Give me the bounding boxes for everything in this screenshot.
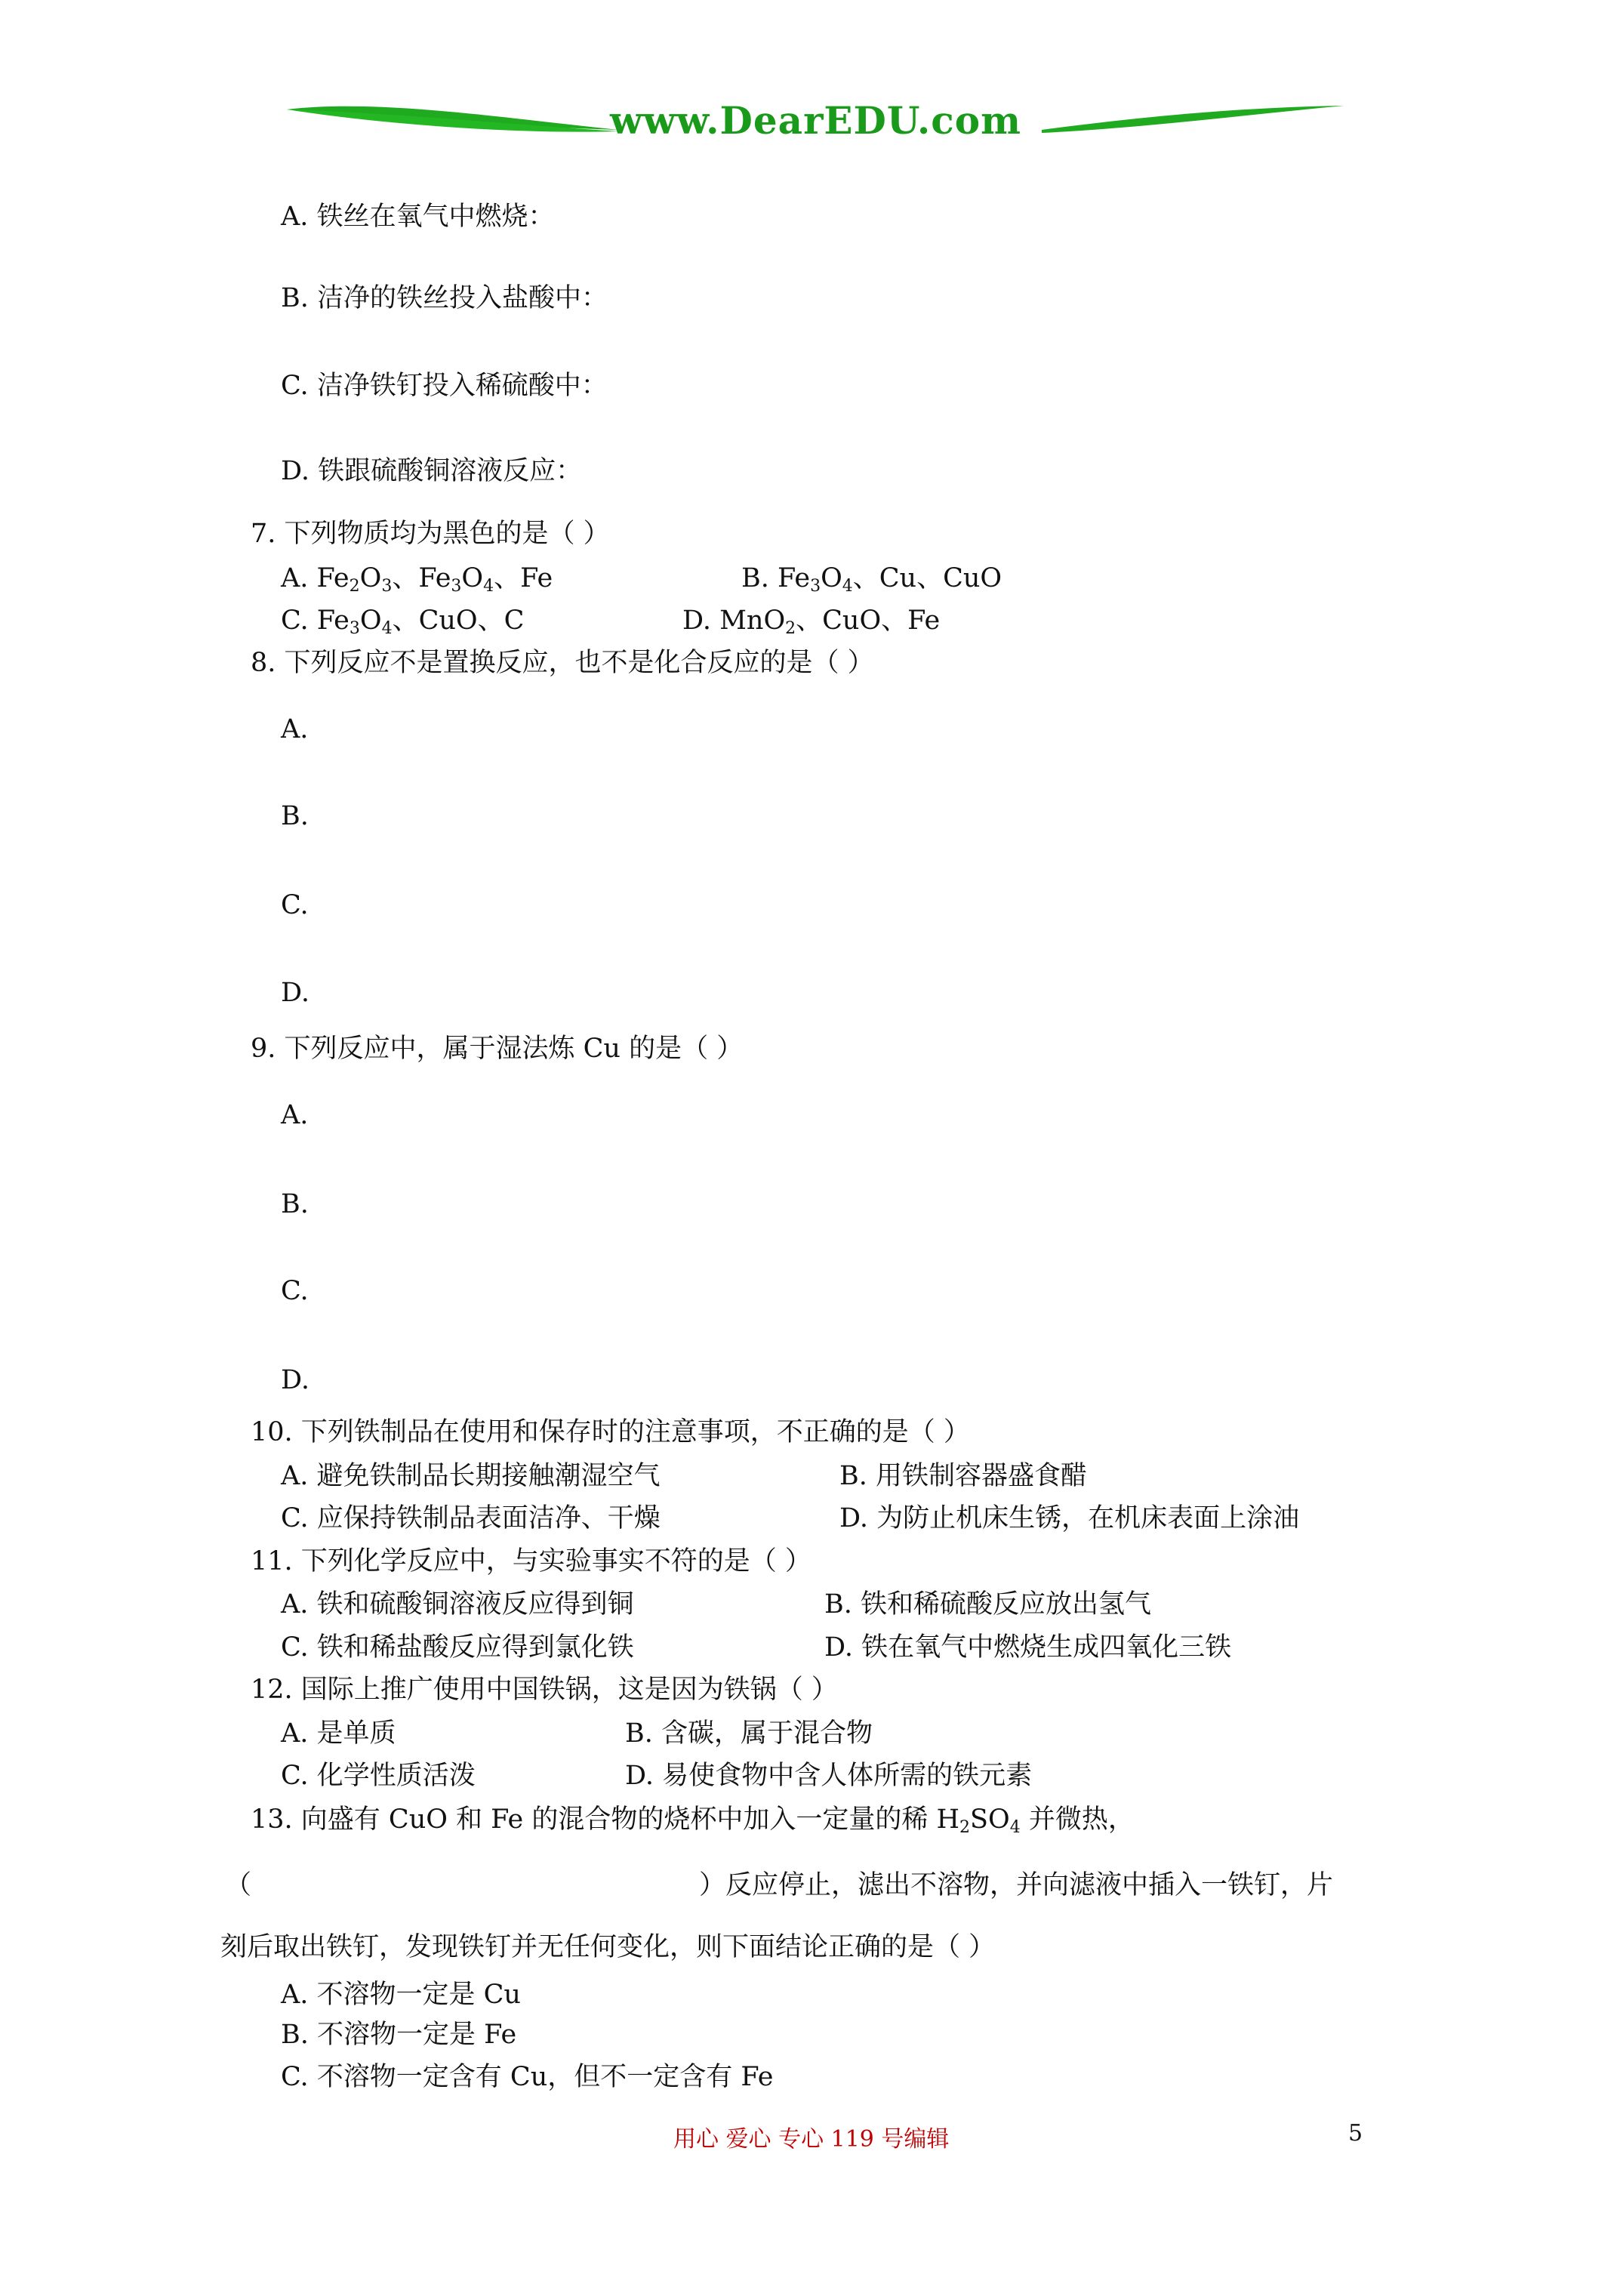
q6-option-b: B. 洁净的铁丝投入盐酸中： (281, 283, 608, 313)
q13-stem: 13. 向盛有 CuO 和 Fe 的混合物的烧杯中加入一定量的稀 $H_2SO_4$ 并微热， (251, 1804, 1135, 1837)
q12-option-a: A. 是单质 (281, 1718, 396, 1749)
q6-option-c: C. 洁净铁钉投入稀硫酸中： (281, 371, 608, 401)
site-logo-text: www.DearEDU.com (610, 98, 1022, 143)
q12-stem: 12. 国际上推广使用中国铁锅，这是因为铁锅（ ） (251, 1675, 838, 1705)
q12-option-c: C. 化学性质活泼 (281, 1761, 476, 1791)
q9-stem: 9. 下列反应中，属于湿法炼 Cu 的是（ ） (251, 1034, 744, 1064)
q11-option-a: A. 铁和硫酸铜溶液反应得到铜 (281, 1589, 634, 1620)
q6-option-a: A. 铁丝在氧气中燃烧： (281, 202, 555, 232)
q13-stem-line3: 刻后取出铁钉，发现铁钉并无任何变化，则下面结论正确的是（ ） (220, 1932, 996, 1962)
q11-stem: 11. 下列化学反应中，与实验事实不符的是（ ） (251, 1546, 812, 1576)
footer-text: 用心 爱心 专心 119 号编辑 (673, 2126, 950, 2153)
q7-option-c: C. $Fe_3O_4$、CuO、C (281, 606, 525, 638)
q13-stem-line2: ）反应停止，滤出不溶物，并向滤液中插入一铁钉，片 (699, 1870, 1334, 1900)
q8-option-d: D. (281, 978, 310, 1008)
q7-option-d: D. MnO$_2$、CuO、Fe (682, 606, 941, 638)
q8-stem: 8. 下列反应不是置换反应，也不是化合反应的是（ ） (251, 648, 874, 678)
q12-option-b: B. 含碳，属于混合物 (625, 1718, 873, 1749)
q13-blank-open: （ (225, 1870, 252, 1900)
q10-option-b: B. 用铁制容器盛食醋 (839, 1461, 1087, 1491)
q10-stem: 10. 下列铁制品在使用和保存时的注意事项，不正确的是（ ） (251, 1417, 970, 1447)
q8-option-b: B. (281, 801, 309, 831)
q13-option-c: C. 不溶物一定含有 Cu，但不一定含有 Fe (281, 2062, 774, 2092)
q11-option-d: D. 铁在氧气中燃烧生成四氧化三铁 (824, 1632, 1232, 1663)
q7-stem: 7. 下列物质均为黑色的是（ ） (251, 519, 610, 549)
q6-option-d: D. 铁跟硫酸铜溶液反应： (281, 456, 583, 486)
q13-option-b: B. 不溶物一定是 Fe (281, 2020, 517, 2050)
q10-option-a: A. 避免铁制品长期接触潮湿空气 (281, 1461, 661, 1491)
q10-option-c: C. 应保持铁制品表面洁净、干燥 (281, 1503, 661, 1533)
q7-option-a: A. $Fe_2O_3$、$Fe_3O_4$、Fe (281, 563, 553, 596)
q8-option-a: A. (281, 714, 309, 744)
q9-option-b: B. (281, 1189, 309, 1219)
q8-option-c: C. (281, 890, 309, 920)
page-number: 5 (1348, 2120, 1363, 2147)
q11-option-c: C. 铁和稀盐酸反应得到氯化铁 (281, 1632, 634, 1663)
q9-option-c: C. (281, 1276, 309, 1306)
q9-option-a: A. (281, 1100, 309, 1130)
q9-option-d: D. (281, 1365, 310, 1395)
q12-option-d: D. 易使食物中含人体所需的铁元素 (625, 1761, 1033, 1791)
q13-option-a: A. 不溶物一定是 Cu (281, 1980, 521, 2010)
q10-option-d: D. 为防止机床生锈，在机床表面上涂油 (839, 1503, 1300, 1533)
q11-option-b: B. 铁和稀硫酸反应放出氢气 (824, 1589, 1151, 1620)
q7-option-b: B. $Fe_3O_4$、Cu、CuO (741, 563, 1002, 596)
